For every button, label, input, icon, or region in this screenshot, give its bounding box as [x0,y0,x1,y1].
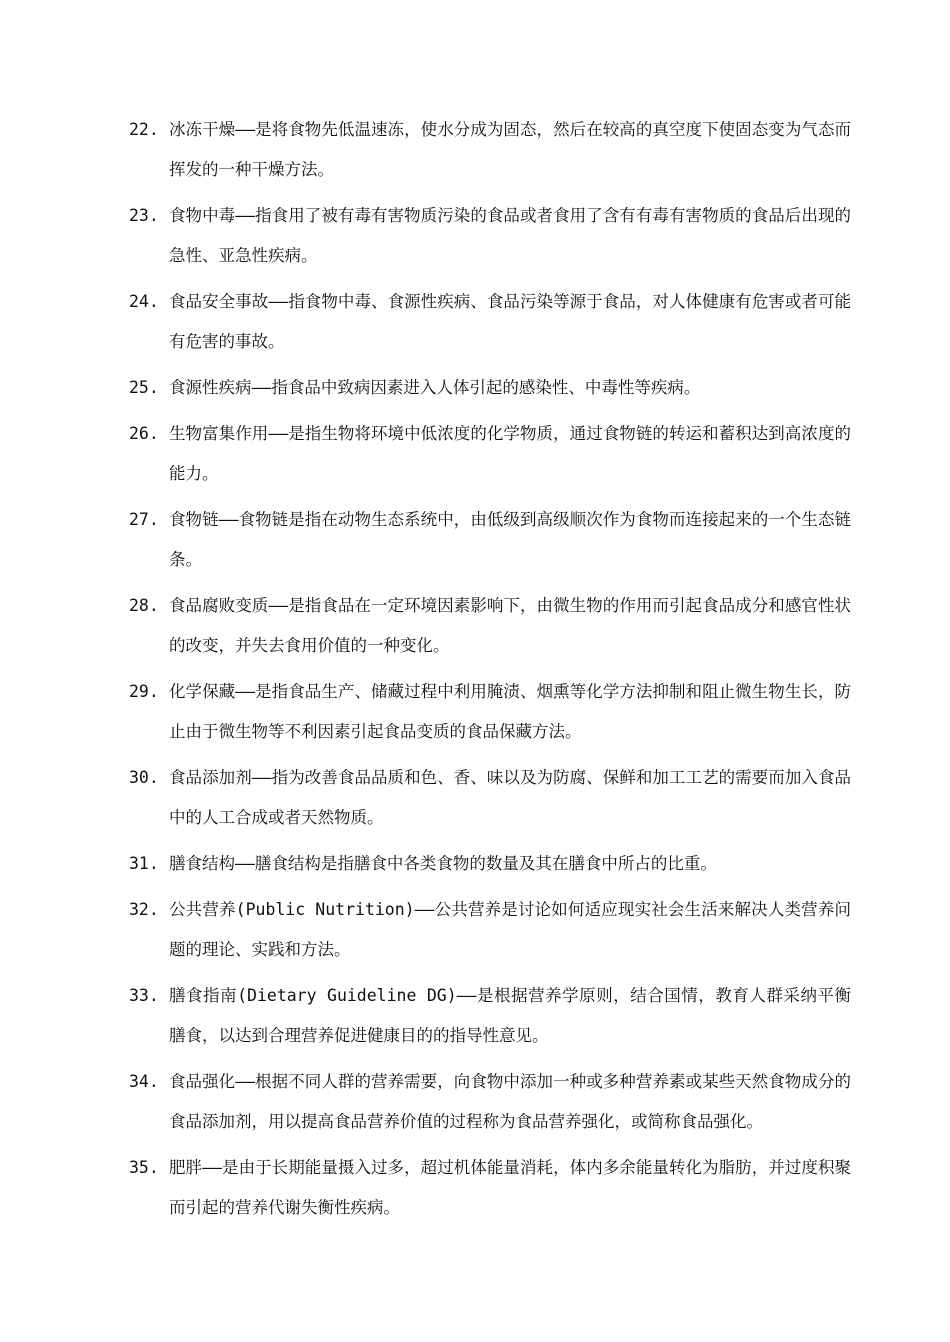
entry-number: 23. [129,206,159,225]
entry-number: 28. [129,596,159,615]
entry-number: 30. [129,768,159,787]
entry-text: 膳食指南(Dietary Guideline DG)——是根据营养学原则，结合国情，教育人群采纳平衡膳食，以达到合理营养促进健康目的的指导性意见。 [169,986,851,1045]
entry-text: 食源性疾病——指食品中致病因素进入人体引起的感染性、中毒性等疾病。 [169,378,701,397]
entry-text: 食品添加剂——指为改善食品品质和色、香、味以及为防腐、保鲜和加工工艺的需要而加入食品中的人工合成或者天然物质。 [169,768,851,827]
definition-entry [129,758,851,838]
entry-number: 35. [129,1158,159,1177]
entry-text: 膳食结构——膳食结构是指膳食中各类食物的数量及其在膳食中所占的比重。 [169,854,717,873]
definition-entry [129,368,851,408]
definition-entry [129,672,851,752]
entry-text: 肥胖——是由于长期能量摄入过多，超过机体能量消耗，体内多余能量转化为脂肪，并过度积聚而引起的营养代谢失衡性疾病。 [169,1158,851,1217]
entry-text: 食品腐败变质——是指食品在一定环境因素影响下，由微生物的作用而引起食品成分和感官性状的改变，并失去食用价值的一种变化。 [169,596,851,655]
entry-number: 31. [129,854,159,873]
definition-entry [129,196,851,276]
definition-entry [129,414,851,494]
definition-list [129,110,851,1234]
definition-entry [129,500,851,580]
entry-text: 食物链——食物链是指在动物生态系统中，由低级到高级顺次作为食物而连接起来的一个生态链条。 [169,510,851,569]
entry-number: 32. [129,900,159,919]
entry-number: 33. [129,986,159,1005]
definition-entry [129,844,851,884]
entry-number: 26. [129,424,159,443]
entry-text: 食品强化——根据不同人群的营养需要，向食物中添加一种或多种营养素或某些天然食物成分的食品添加剂，用以提高食品营养价值的过程称为食品营养强化，或简称食品强化。 [169,1072,851,1131]
definition-entry [129,890,851,970]
entry-number: 27. [129,510,159,529]
entry-text: 食品安全事故——指食物中毒、食源性疾病、食品污染等源于食品，对人体健康有危害或者可能有危害的事故。 [169,292,851,351]
definition-entry [129,1062,851,1142]
entry-text: 食物中毒——指食用了被有毒有害物质污染的食品或者食用了含有有毒有害物质的食品后出现的急性、亚急性疾病。 [169,206,851,265]
definition-entry [129,282,851,362]
entry-number: 24. [129,292,159,311]
entry-number: 22. [129,120,159,139]
entry-text: 冰冻干燥——是将食物先低温速冻，使水分成为固态，然后在较高的真空度下使固态变为气态而挥发的一种干燥方法。 [169,120,851,179]
entry-text: 化学保藏——是指食品生产、储藏过程中利用腌渍、烟熏等化学方法抑制和阻止微生物生长，防止由于微生物等不利因素引起食品变质的食品保藏方法。 [169,682,851,741]
definition-entry [129,976,851,1056]
definition-entry [129,586,851,666]
entry-text: 公共营养(Public Nutrition)——公共营养是讨论如何适应现实社会生活来解决人类营养问题的理论、实践和方法。 [169,900,851,959]
definition-entry [129,110,851,190]
entry-number: 25. [129,378,159,397]
entry-text: 生物富集作用——是指生物将环境中低浓度的化学物质，通过食物链的转运和蓄积达到高浓度的能力。 [169,424,851,483]
definition-entry [129,1148,851,1228]
entry-number: 29. [129,682,159,701]
entry-number: 34. [129,1072,159,1091]
